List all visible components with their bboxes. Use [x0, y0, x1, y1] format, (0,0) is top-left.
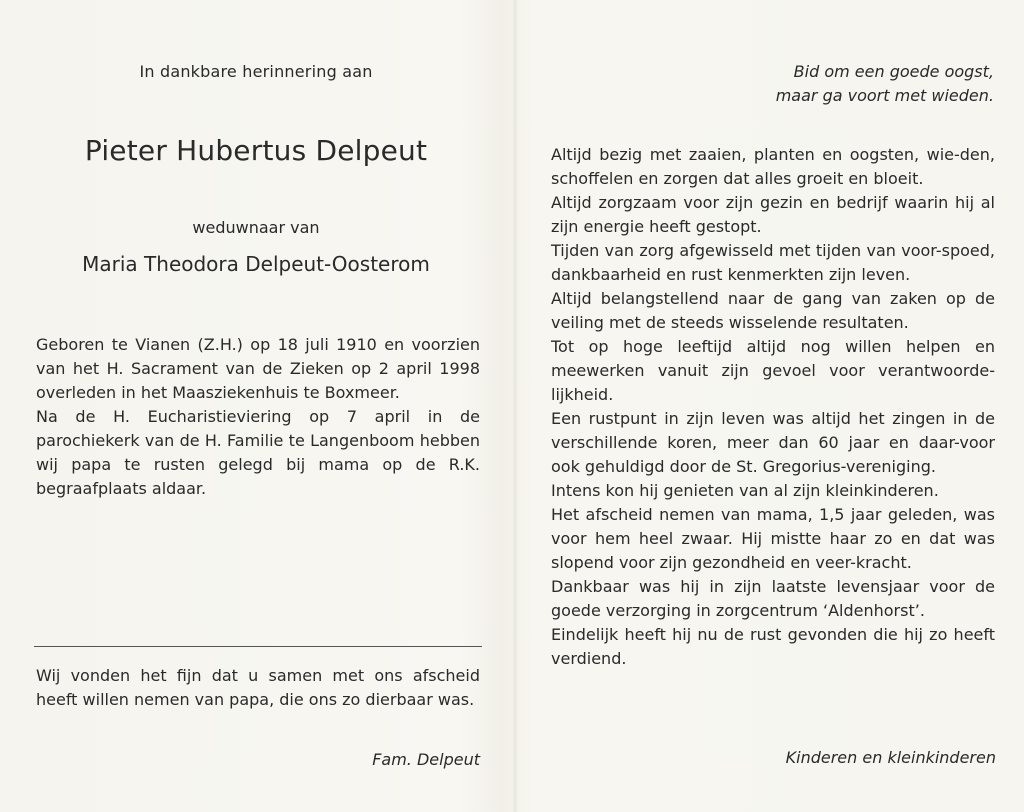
tribute-paragraph: Dankbaar was hij in zijn laatste levensjaar voor de goede verzorging in zorgcentrum ‘Aldenhorst’.: [551, 577, 995, 620]
tribute-paragraph: Altijd belangstellend naar de gang van zaken op de veiling met de steeds wisselende resultaten.: [551, 289, 995, 332]
tribute-paragraph: Altijd zorgzaam voor zijn gezin en bedrijf waarin hij al zijn energie heeft gestopt.: [551, 193, 995, 236]
tribute-paragraph: Het afscheid nemen van mama, 1,5 jaar geleden, was voor hem heel zwaar. Hij mistte haar zo en dat was slopend voor zijn gezondheid en veer-kracht.: [551, 505, 995, 572]
tribute-paragraph: Altijd bezig met zaaien, planten en oogsten, wie-den, schoffelen en zorgen dat alles groeit en bloeit.: [551, 145, 995, 188]
motto: [776, 60, 994, 108]
tribute-paragraph: Intens kon hij genieten van al zijn kleinkinderen.: [551, 481, 939, 500]
right-panel: [518, 0, 1024, 812]
tribute-paragraph: Een rustpunt in zijn leven was altijd het zingen in de verschillende koren, meer dan 60 jaar en daar-voor ook gehuldigd door de St. Gregorius-vereniging.: [551, 409, 995, 476]
tribute-text: [551, 143, 995, 671]
tribute-paragraph: Tijden van zorg afgewisseld met tijden van voor-spoed, dankbaarheid en rust kenmerkten zijn leven.: [551, 241, 995, 284]
biography-paragraph: Geboren te Vianen (Z.H.) op 18 juli 1910 en voorzien van het H. Sacrament van de Zieken op 2 april 1998 overleden in het Maasziekenhuis te Boxmeer.: [36, 335, 480, 402]
motto-line: Bid om een goede oogst,: [793, 62, 994, 81]
biography-paragraph: Na de H. Eucharistieviering op 7 april in de parochiekerk van de H. Familie te Langenboom hebben wij papa te rusten gelegd bij mama op de R.K. begraafplaats aldaar.: [36, 407, 480, 498]
tribute-paragraph: Tot op hoge leeftijd altijd nog willen helpen en meewerken vanuit zijn gevoel voor verantwoorde-lijkheid.: [551, 337, 995, 404]
divider-line: [34, 646, 482, 647]
thanks-text: Wij vonden het fijn dat u samen met ons afscheid heeft willen nemen van papa, die ons zo dierbaar was.: [36, 666, 480, 709]
intro-text: In dankbare herinnering aan: [139, 62, 373, 81]
family-signature: Fam. Delpeut: [372, 750, 480, 769]
spouse-name: Maria Theodora Delpeut-Oosterom: [82, 252, 430, 276]
biography: [36, 333, 480, 501]
motto-line: maar ga voort met wieden.: [775, 86, 994, 105]
tribute-paragraph: Eindelijk heeft hij nu de rust gevonden die hij zo heeft verdiend.: [551, 625, 995, 668]
widower-label: weduwnaar van: [192, 218, 320, 237]
children-signature: Kinderen en kleinkinderen: [785, 748, 996, 767]
deceased-name: Pieter Hubertus Delpeut: [84, 134, 428, 167]
